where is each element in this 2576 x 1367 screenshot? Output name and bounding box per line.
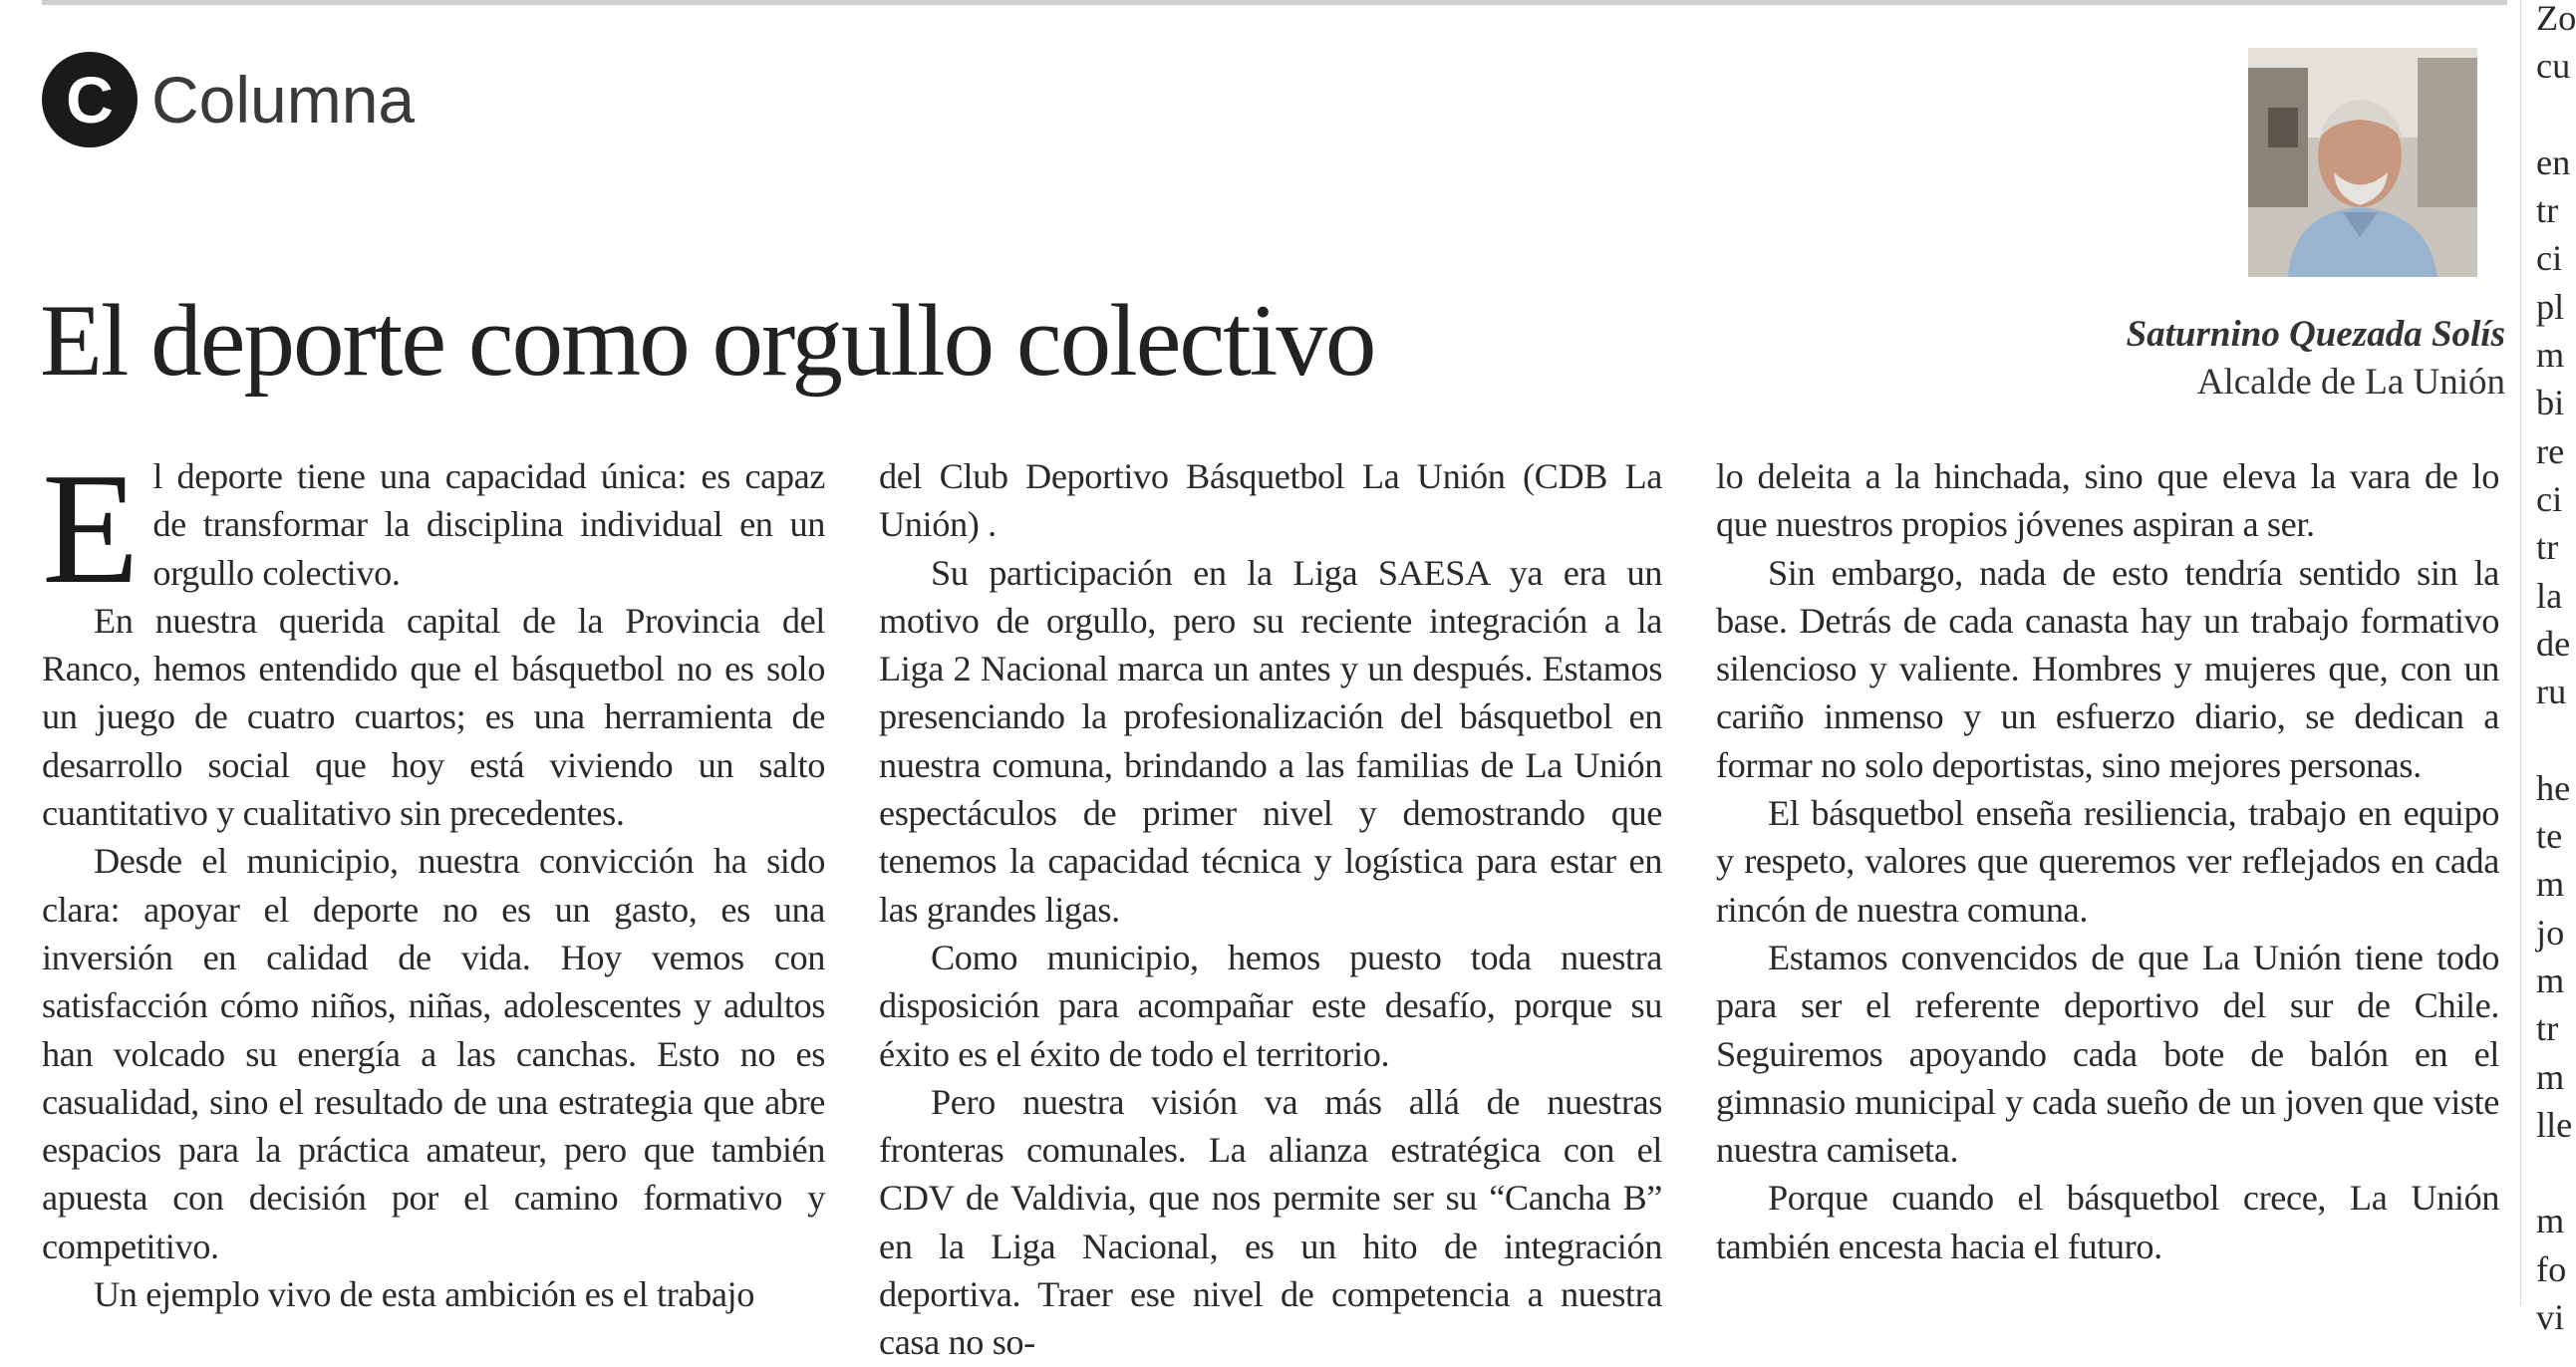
author-name: Saturnino Quezada Solís	[2126, 314, 2505, 355]
author-photo	[2248, 48, 2477, 277]
fragment-line: ru	[2536, 672, 2567, 712]
fragment-line: fo	[2536, 1248, 2567, 1289]
top-rule	[42, 0, 2507, 5]
paragraph: Un ejemplo vivo de esta ambición es el trabajo	[94, 1274, 754, 1315]
paragraph: El básquetbol enseña resiliencia, trabajo en equipo y respeto, valores que queremos ver reflejados en cada rincón de nuestra comuna.	[1716, 793, 2499, 930]
fragment-line: m	[2536, 959, 2565, 1000]
adjacent-column-fragments	[2536, 0, 2576, 1341]
paragraph: Porque cuando el básquetbol crece, La Unión también encesta hacia el futuro.	[1716, 1178, 2499, 1266]
author-portrait-icon	[2248, 48, 2477, 277]
fragment-line: bi	[2536, 383, 2565, 423]
fragment-line: m	[2536, 335, 2565, 376]
fragment-line: he	[2536, 767, 2571, 808]
paragraph: Su participación en la Liga SAESA ya era un motivo de orgullo, pero su reciente integración a la Liga 2 Nacional marca un antes y un después. Estamos presenciando la profesionalización del básquetbol en nuestra comuna, brindando a las familias de La Unión espectáculos de primer nivel y demostrando que tenemos la capacidad técnica y logística para estar en las grandes ligas.	[879, 552, 1662, 930]
fragment-line: cu	[2536, 46, 2571, 87]
author-role: Alcalde de La Unión	[2196, 362, 2505, 403]
paragraph: Como municipio, hemos puesto toda nuestra disposición para acompañar este desafío, porque su éxito es el éxito de todo el territorio.	[879, 937, 1662, 1074]
fragment-line: lle	[2536, 1104, 2573, 1145]
fragment-line: ci	[2536, 478, 2563, 519]
fragment-line: de	[2536, 623, 2571, 664]
lead-paragraph	[42, 439, 825, 617]
fragment-line: m	[2536, 1056, 2565, 1097]
headline: El deporte como orgullo colectivo	[40, 284, 1375, 398]
fragment-line: m	[2536, 864, 2565, 905]
fragment-line: jo	[2536, 912, 2565, 953]
section-header	[42, 52, 415, 147]
fragment-line: la	[2536, 575, 2563, 616]
paragraph: Desde el municipio, nuestra convicción ha sido clara: apoyar el deporte no es un gasto, es una inversión en calidad de vida. Hoy vemos con satisfacción cómo niños, niñas, adolescentes y adultos han volcado su energía a las canchas. Esto no es casualidad, sino el resultado de una estrategia que abre espacios para la práctica amateur, pero que también apuesta con decisión por el camino formativo y competitivo.	[42, 841, 825, 1266]
fragment-line	[2536, 91, 2567, 138]
paragraph: Pero nuestra visión va más allá de nuestras fronteras comunales. La alianza estratégica con el CDV de Valdivia, que nos permite ser su “Cancha B” en la Liga Nacional, es un hito de integración deportiva. Traer ese nivel de competencia a nuestra casa no so-	[879, 1081, 1662, 1363]
fragment-line: vi	[2536, 1297, 2565, 1338]
column-divider	[2520, 0, 2521, 1305]
section-label: Columna	[151, 63, 416, 137]
fragment-line: tr	[2536, 527, 2559, 568]
paragraph: del Club Deportivo Básquetbol La Unión (CDB La Unión) .	[879, 456, 1662, 545]
fragment-line	[2536, 715, 2567, 763]
fragment-line	[2536, 1149, 2567, 1197]
fragment-line: tr	[2536, 1008, 2559, 1049]
paragraph: Estamos convencidos de que La Unión tiene todo para ser el referente deportivo del sur de Chile. Seguiremos apoyando cada bote de balón en el gimnasio municipal y cada sueño de un joven que viste nuestra camiseta.	[1716, 937, 2499, 1171]
fragment-line: en	[2536, 141, 2571, 182]
fragment-line: re	[2536, 430, 2565, 471]
article-column-1	[42, 439, 825, 1318]
article-column-3	[1716, 452, 2499, 1270]
section-badge: C	[42, 52, 138, 147]
paragraph: En nuestra querida capital de la Provincia del Ranco, hemos entendido que el básquetbol no es solo un juego de cuatro cuartos; es una herramienta de desarrollo social que hoy está viviendo un salto cuantitativo y cualitativo sin precedentes.	[42, 600, 825, 834]
fragment-line: m	[2536, 1201, 2565, 1241]
fragment-line: pl	[2536, 286, 2565, 327]
fragment-line: tr	[2536, 190, 2559, 231]
fragment-line: ci	[2536, 238, 2563, 279]
paragraph-text: l deporte tiene una capacidad única: es capaz de transformar la disciplina individual en un orgullo colectivo.	[152, 456, 825, 593]
fragment-line: te	[2536, 816, 2563, 857]
paragraph: lo deleita a la hinchada, sino que eleva la vara de lo que nuestros propios jóvenes aspiran a ser.	[1716, 456, 2499, 545]
article-column-2	[879, 452, 1662, 1367]
fragment-line: Zo	[2536, 0, 2576, 38]
drop-cap: E	[42, 439, 140, 617]
paragraph: Sin embargo, nada de esto tendría sentido sin la base. Detrás de cada canasta hay un trabajo formativo silencioso y valiente. Hombres y mujeres que, con un cariño inmenso y un esfuerzo diario, se dedican a formar no solo deportistas, sino mejores personas.	[1716, 552, 2499, 785]
